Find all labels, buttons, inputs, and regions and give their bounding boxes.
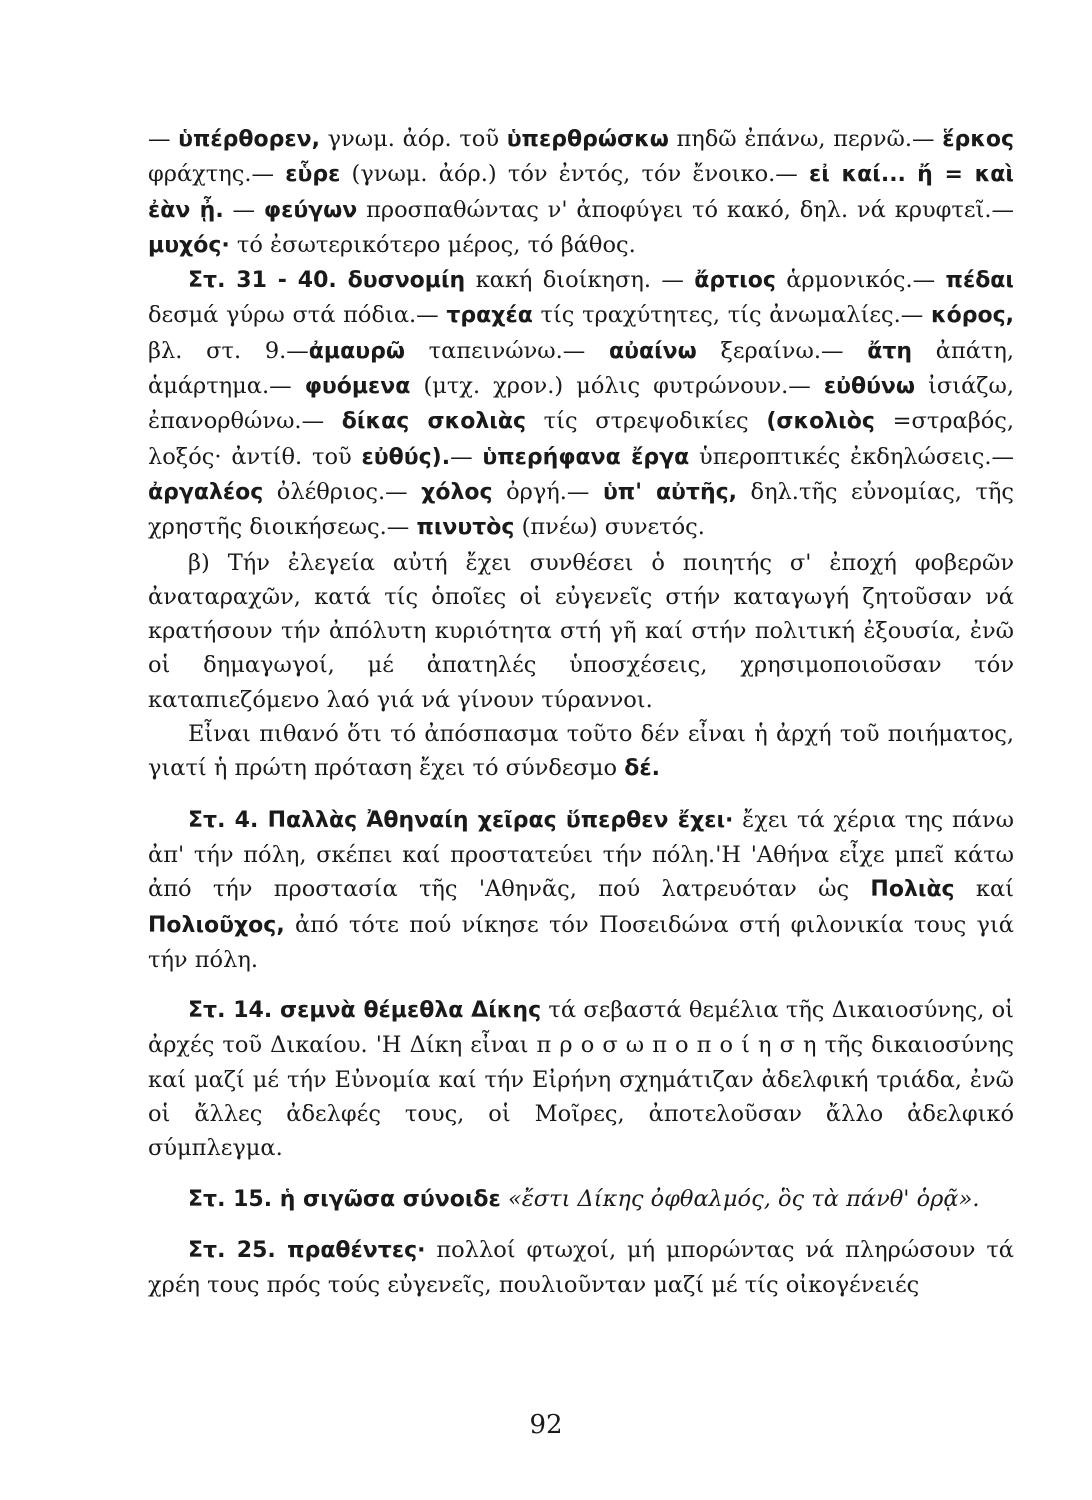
paragraph (148, 993, 1014, 1165)
text-run: (μτχ. χρον.) μόλις φυτρώνουν.— (410, 373, 824, 400)
text-run: τίς στρεψοδικίες (525, 408, 767, 435)
text-run: πολλοί φτωχοί, μή μπορώντας νά πληρώσουν τά χρέη τους πρός τούς εὐγενεῖς, πουλιοῦνταν μαζί μέ τίς οἰκογένειές (148, 1236, 1014, 1299)
text-run: (γνωμ. ἀόρ.) τόν ἐντός, τόν ἔνοικο.— (340, 161, 809, 188)
bold-term: δέ. (624, 756, 660, 782)
text-run: τά σεβαστά θεμέλια τῆς Δικαιοσύνης, οἱ ἀρχές τοῦ Δικαίου. 'Η Δίκη εἶναι π ρ ο σ ω π ο π ο ί η σ η τῆς δικαιοσύνης καί μαζί μέ τήν Εὐνομία καί τήν Εἰρήνη σχημάτιζαν ἀδελφική τριάδα, ἐνῶ οἱ ἄλλες ἀδελφές τους, οἱ Μοῖρες, ἀποτελοῦσαν ἄλλο ἀδελφικό σύμπλεγμα. (148, 997, 1014, 1162)
italic-quote: «ἔστι Δίκης ὀφθαλμός, ὃς τὰ πάνθ' ὁρᾷ». (507, 1185, 980, 1212)
bold-term: αὐαίνω (609, 338, 697, 364)
text-run: φράχτης.— (148, 161, 286, 188)
bold-term: πέδαι (945, 268, 1014, 294)
text-run: δεσμά γύρω στά πόδια.— (148, 302, 447, 329)
text-run: προσπαθώντας ν' ἀποφύγει τό κακό, δηλ. νά κρυφτεῖ.— (357, 196, 1014, 223)
bold-term: Στ. 15. ἡ σιγῶσα σύνοιδε (188, 1186, 501, 1212)
text-run: τίς τραχύτητες, τίς ἀνωμαλίες.— (532, 302, 931, 329)
bold-term: ἀμαυρῶ (308, 338, 405, 364)
paragraph (148, 1233, 1014, 1303)
text-run: ἀπάτη, ἁμάρτημα.— (148, 337, 1015, 400)
text-run: ἀπό τότε πού νίκησε τόν Ποσειδώνα στή φιλονικία τους γιά τήν πόλη. (148, 911, 1014, 973)
text-run: ἁρμονικός.— (775, 267, 946, 294)
bold-term: ὑπέρθορεν, (178, 127, 320, 152)
text-run: — (450, 443, 483, 470)
bold-term: κόρος, (930, 303, 1014, 329)
paragraph (148, 263, 1014, 545)
bold-term: ἀργαλέος (148, 479, 264, 505)
bold-term: Πολιοῦχος, (148, 912, 285, 938)
text-run: =στραβός, λοξός· ἀντίθ. τοῦ (148, 408, 1015, 470)
text-run: βλ. στ. 9.— (148, 337, 309, 364)
text-run: γνωμ. ἀόρ. τοῦ (320, 126, 507, 152)
bold-term: φεύγων (263, 197, 358, 223)
text-run: ὑπεροπτικές ἐκδηλώσεις.— (689, 443, 1014, 470)
text-run: β) Τήν ἐλεγεία αὐτή ἔχει συνθέσει ὁ ποιητής σ' ἐποχή φοβερῶν ἀναταραχῶν, κατά τίς ὁποῖες οἱ εὐγενεῖς στήν καταγωγή ζητοῦσαν νά κρατήσουν τήν ἀπόλυτη κυριότητα στή γῆ καί στήν πολιτική ἐξουσία, ἐνῶ οἱ δημαγωγοί, μέ ἀπατηλές ὑποσχέσεις, χρησιμοποιοῦσαν τόν καταπιεζόμενο λαό γιά νά γίνουν τύραννοι. (148, 549, 1014, 713)
text-run (906, 161, 917, 187)
text-run: δηλ.τῆς εὐνομίας, τῆς χρηστῆς διοικήσεως.— (148, 478, 1014, 541)
bold-term: ὑπ' αὐτῆς, (602, 479, 738, 505)
paragraph (148, 1182, 1014, 1217)
bold-term: ὑπερθρώσκω (506, 127, 669, 152)
paragraph (148, 803, 1014, 977)
text-run: — (223, 196, 264, 223)
text-run: ξεραίνω.— (696, 337, 868, 364)
bold-term: ἕρκος (942, 127, 1015, 152)
bold-term: Στ. 31 - 40. δυσνομίη (188, 268, 466, 294)
text-run: ἰσιάζω, ἐπανορθώνω.— (148, 373, 1014, 435)
bold-term: Στ. 4. Παλλὰς Ἀθηναίη χεῖρας ὕπερθεν ἔχει· (188, 807, 734, 833)
bold-term: πινυτὸς (416, 515, 515, 541)
bold-term: Στ. 25. πραθέντες· (188, 1237, 426, 1263)
paragraph (148, 122, 1014, 263)
paragraph (148, 546, 1014, 717)
page-number: 92 (529, 1410, 563, 1440)
bold-term: ἤ = καὶ ἐὰν ᾖ. (148, 162, 1014, 223)
bold-term: εὐθύνω (823, 374, 916, 400)
bold-term: Πολιὰς (870, 877, 955, 903)
text-run (501, 1186, 508, 1212)
text-run: ἔχει τά χέρια της πάνω ἀπ' τήν πόλη, σκέπει καί προστατεύει τήν πόλη.'Η 'Αθήνα εἶχε μπεῖ κάτω ἀπό τήν προστασία τῆς 'Αθηνᾶς, πού λατρευόταν ὡς (148, 806, 1014, 903)
paragraph (148, 717, 1014, 787)
bold-term: εὐθύς). (361, 444, 451, 470)
text-run: — (148, 126, 179, 152)
text-run: Εἶναι πιθανό ὅτι τό ἀπόσπασμα τοῦτο δέν εἶναι ἡ ἀρχή τοῦ ποιήματος, γιατί ἡ πρώτη πρόταση ἔχει τό σύνδεσμο (148, 721, 1014, 782)
bold-term: ἄρτιος (694, 268, 776, 294)
bold-term: φυόμενα (304, 374, 411, 400)
bold-term: (σκολιὸς (766, 409, 875, 435)
bold-term: δίκας σκολιὰς (341, 409, 526, 435)
bold-term: τραχέα (446, 303, 533, 329)
bold-term: χόλος (421, 479, 493, 505)
bold-term: Στ. 14. σεμνὰ θέμεθλα Δίκης (188, 998, 542, 1024)
text-run: ὀλέθριος.— (263, 478, 422, 505)
text-run: (πνέω) συνετός. (514, 514, 705, 541)
text-run: τό ἐσωτερικότερο μέρος, τό βάθος. (229, 231, 636, 258)
text-run: κακή διοίκηση. — (465, 267, 695, 294)
bold-term: ὑπερήφανα ἔργα (482, 444, 690, 470)
text-run: πηδῶ ἐπάνω, περνῶ.— (668, 126, 943, 152)
text-run: ταπεινώνω.— (404, 337, 610, 364)
text-run: ὀργή.— (492, 478, 603, 505)
bold-term: εὗρε (285, 162, 341, 188)
bold-term: εἰ καί... (808, 162, 906, 188)
bold-term: ἄτη (867, 338, 913, 364)
bold-term: μυχός· (148, 232, 230, 258)
page-body (148, 122, 1014, 1303)
text-run: καί (954, 876, 1014, 903)
